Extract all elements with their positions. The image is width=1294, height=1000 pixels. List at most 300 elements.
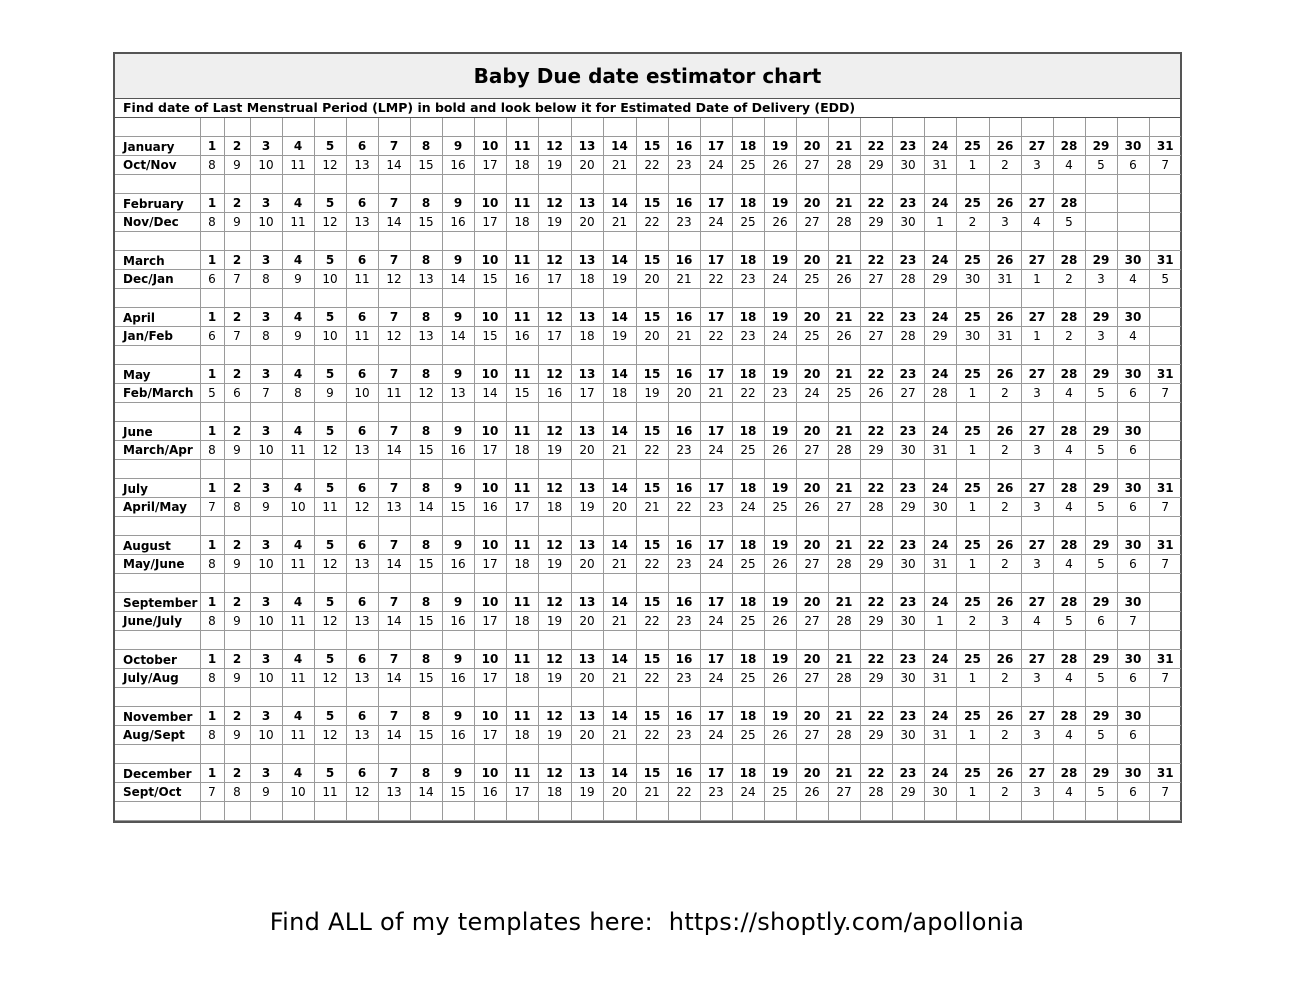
empty-cell	[346, 346, 378, 365]
lmp-day-cell: 20	[796, 137, 828, 156]
edd-day-cell: 26	[764, 612, 796, 631]
edd-day-cell: 14	[378, 156, 410, 175]
empty-cell	[1053, 802, 1085, 821]
edd-day-cell: 11	[314, 498, 346, 517]
empty-cell	[115, 802, 200, 821]
empty-cell	[442, 289, 474, 308]
edd-day-cell: 20	[636, 270, 668, 289]
empty-cell	[346, 175, 378, 194]
lmp-day-cell: 15	[636, 536, 668, 555]
lmp-month-label: May	[115, 365, 200, 384]
lmp-day-cell: 29	[1085, 251, 1117, 270]
empty-cell	[250, 802, 282, 821]
empty-cell	[538, 631, 571, 650]
lmp-day-cell: 19	[764, 764, 796, 783]
lmp-row	[115, 194, 1181, 213]
edd-day-cell: 27	[796, 441, 828, 460]
empty-cell	[989, 403, 1021, 422]
empty-cell	[796, 460, 828, 479]
empty-cell	[860, 631, 892, 650]
edd-day-cell: 7	[224, 270, 250, 289]
edd-day-cell: 22	[636, 726, 668, 745]
lmp-day-cell: 26	[989, 365, 1021, 384]
edd-day-cell: 4	[1117, 270, 1149, 289]
empty-cell	[732, 403, 764, 422]
empty-cell	[989, 175, 1021, 194]
lmp-day-cell: 8	[410, 764, 442, 783]
lmp-day-cell: 21	[828, 536, 860, 555]
empty-cell	[314, 175, 346, 194]
empty-cell	[924, 346, 956, 365]
edd-day-cell: 2	[1053, 270, 1085, 289]
empty-cell	[1053, 232, 1085, 251]
lmp-day-cell: 13	[571, 137, 603, 156]
empty-cell	[346, 688, 378, 707]
lmp-day-cell: 21	[828, 137, 860, 156]
edd-day-cell: 18	[506, 213, 538, 232]
empty-cell	[1021, 688, 1053, 707]
lmp-day-cell: 14	[603, 593, 636, 612]
lmp-day-cell: 5	[314, 536, 346, 555]
edd-day-cell: 28	[892, 327, 924, 346]
edd-day-cell: 23	[764, 384, 796, 403]
lmp-day-cell: 7	[378, 764, 410, 783]
lmp-day-cell: 16	[668, 194, 700, 213]
empty-cell	[200, 688, 224, 707]
lmp-day-cell: 11	[506, 479, 538, 498]
lmp-day-cell: 28	[1053, 308, 1085, 327]
edd-day-cell: 4	[1053, 384, 1085, 403]
edd-day-cell: 28	[828, 441, 860, 460]
lmp-day-cell: 9	[442, 764, 474, 783]
lmp-day-cell: 1	[200, 137, 224, 156]
empty-cell	[538, 460, 571, 479]
edd-day-cell: 9	[224, 213, 250, 232]
empty-cell	[668, 289, 700, 308]
empty-cell	[442, 346, 474, 365]
edd-day-cell: 31	[924, 726, 956, 745]
empty-cell	[506, 232, 538, 251]
lmp-day-cell: 11	[506, 137, 538, 156]
edd-day-cell: 3	[1021, 498, 1053, 517]
empty-cell	[410, 175, 442, 194]
lmp-day-cell: 30	[1117, 479, 1149, 498]
lmp-day-cell: 26	[989, 251, 1021, 270]
edd-day-cell: 22	[700, 270, 732, 289]
empty-cell	[115, 574, 200, 593]
empty-cell	[796, 346, 828, 365]
lmp-month-label: August	[115, 536, 200, 555]
empty-cell	[796, 574, 828, 593]
lmp-day-cell: 6	[346, 764, 378, 783]
empty-cell	[506, 574, 538, 593]
empty-cell	[796, 631, 828, 650]
lmp-day-cell: 5	[314, 764, 346, 783]
lmp-day-cell: 9	[442, 479, 474, 498]
empty-cell	[636, 688, 668, 707]
edd-day-cell: 26	[764, 441, 796, 460]
edd-day-cell: 30	[924, 498, 956, 517]
empty-cell	[282, 232, 314, 251]
edd-day-cell: 2	[956, 213, 989, 232]
empty-cell	[1085, 194, 1117, 213]
lmp-day-cell: 15	[636, 137, 668, 156]
edd-day-cell: 7	[1149, 555, 1181, 574]
empty-cell	[1117, 213, 1149, 232]
empty-cell	[956, 118, 989, 137]
edd-day-cell: 19	[603, 327, 636, 346]
edd-day-cell: 29	[924, 327, 956, 346]
lmp-day-cell: 8	[410, 593, 442, 612]
edd-day-cell: 15	[442, 783, 474, 802]
edd-day-cell: 31	[924, 441, 956, 460]
edd-day-cell: 28	[828, 555, 860, 574]
lmp-row	[115, 707, 1181, 726]
lmp-day-cell: 14	[603, 650, 636, 669]
lmp-day-cell: 16	[668, 536, 700, 555]
edd-day-cell: 18	[506, 726, 538, 745]
lmp-day-cell: 30	[1117, 251, 1149, 270]
empty-cell	[732, 631, 764, 650]
empty-cell	[828, 232, 860, 251]
empty-cell	[474, 232, 506, 251]
empty-cell	[314, 403, 346, 422]
edd-day-cell: 2	[989, 555, 1021, 574]
lmp-day-cell: 23	[892, 194, 924, 213]
edd-day-cell: 20	[571, 669, 603, 688]
empty-cell	[378, 745, 410, 764]
lmp-row	[115, 251, 1181, 270]
empty-cell	[442, 232, 474, 251]
lmp-day-cell: 6	[346, 251, 378, 270]
edd-day-cell: 28	[828, 213, 860, 232]
edd-day-cell: 22	[668, 498, 700, 517]
lmp-day-cell: 25	[956, 764, 989, 783]
lmp-day-cell: 29	[1085, 308, 1117, 327]
lmp-day-cell: 2	[224, 764, 250, 783]
lmp-day-cell: 25	[956, 593, 989, 612]
lmp-day-cell: 14	[603, 365, 636, 384]
empty-cell	[200, 118, 224, 137]
lmp-day-cell: 6	[346, 707, 378, 726]
lmp-day-cell: 6	[346, 365, 378, 384]
lmp-day-cell: 8	[410, 365, 442, 384]
empty-cell	[378, 232, 410, 251]
edd-day-cell: 11	[282, 726, 314, 745]
edd-day-cell: 4	[1053, 669, 1085, 688]
edd-day-cell: 11	[346, 270, 378, 289]
lmp-day-cell: 25	[956, 479, 989, 498]
empty-cell	[224, 745, 250, 764]
empty-cell	[700, 688, 732, 707]
empty-cell	[282, 688, 314, 707]
empty-cell	[314, 232, 346, 251]
edd-day-cell: 22	[636, 669, 668, 688]
empty-cell	[474, 517, 506, 536]
lmp-day-cell: 26	[989, 536, 1021, 555]
empty-cell	[1149, 707, 1181, 726]
lmp-day-cell: 10	[474, 251, 506, 270]
edd-day-cell: 27	[860, 327, 892, 346]
edd-day-cell: 28	[828, 612, 860, 631]
edd-day-cell: 27	[892, 384, 924, 403]
edd-day-cell: 15	[410, 726, 442, 745]
lmp-day-cell: 12	[538, 764, 571, 783]
lmp-day-cell: 12	[538, 308, 571, 327]
lmp-day-cell: 16	[668, 137, 700, 156]
edd-day-cell: 4	[1053, 783, 1085, 802]
empty-cell	[314, 745, 346, 764]
lmp-day-cell: 3	[250, 422, 282, 441]
edd-day-cell: 7	[1149, 669, 1181, 688]
lmp-day-cell: 1	[200, 650, 224, 669]
empty-cell	[250, 517, 282, 536]
lmp-day-cell: 25	[956, 536, 989, 555]
edd-day-cell: 3	[1021, 384, 1053, 403]
edd-day-cell: 1	[956, 498, 989, 517]
edd-day-cell: 22	[668, 783, 700, 802]
empty-cell	[860, 460, 892, 479]
empty-cell	[1021, 802, 1053, 821]
edd-month-label: Sept/Oct	[115, 783, 200, 802]
edd-day-cell: 4	[1053, 498, 1085, 517]
edd-day-cell: 10	[250, 213, 282, 232]
edd-day-cell: 27	[860, 270, 892, 289]
empty-cell	[636, 289, 668, 308]
lmp-day-cell: 1	[200, 365, 224, 384]
empty-cell	[892, 175, 924, 194]
lmp-day-cell: 4	[282, 536, 314, 555]
empty-cell	[1149, 593, 1181, 612]
edd-day-cell: 17	[474, 555, 506, 574]
empty-cell	[860, 403, 892, 422]
lmp-day-cell: 27	[1021, 422, 1053, 441]
empty-cell	[224, 574, 250, 593]
edd-day-cell: 13	[346, 441, 378, 460]
empty-cell	[224, 118, 250, 137]
empty-cell	[1053, 118, 1085, 137]
empty-cell	[538, 745, 571, 764]
edd-day-cell: 22	[636, 213, 668, 232]
edd-day-cell: 14	[410, 783, 442, 802]
empty-cell	[764, 403, 796, 422]
lmp-day-cell: 31	[1149, 137, 1181, 156]
lmp-day-cell: 8	[410, 479, 442, 498]
lmp-day-cell: 30	[1117, 365, 1149, 384]
edd-day-cell: 7	[1149, 384, 1181, 403]
edd-day-cell: 28	[860, 498, 892, 517]
edd-day-cell: 9	[282, 270, 314, 289]
lmp-month-label: December	[115, 764, 200, 783]
empty-cell	[1149, 289, 1181, 308]
edd-day-cell: 13	[442, 384, 474, 403]
edd-day-cell: 16	[442, 213, 474, 232]
edd-row	[115, 327, 1181, 346]
empty-cell	[250, 574, 282, 593]
empty-cell	[764, 346, 796, 365]
edd-day-cell: 24	[764, 270, 796, 289]
lmp-day-cell: 23	[892, 479, 924, 498]
empty-cell	[442, 688, 474, 707]
edd-month-label: June/July	[115, 612, 200, 631]
edd-day-cell: 2	[989, 669, 1021, 688]
empty-cell	[474, 631, 506, 650]
empty-cell	[1085, 346, 1117, 365]
edd-day-cell: 17	[474, 441, 506, 460]
lmp-day-cell: 7	[378, 365, 410, 384]
empty-cell	[314, 289, 346, 308]
empty-cell	[956, 175, 989, 194]
empty-cell	[1053, 574, 1085, 593]
empty-cell	[892, 745, 924, 764]
lmp-day-cell: 29	[1085, 593, 1117, 612]
lmp-day-cell: 2	[224, 365, 250, 384]
lmp-day-cell: 28	[1053, 422, 1085, 441]
empty-cell	[700, 289, 732, 308]
edd-day-cell: 20	[571, 441, 603, 460]
edd-day-cell: 15	[410, 441, 442, 460]
empty-cell	[200, 346, 224, 365]
edd-day-cell: 6	[1117, 669, 1149, 688]
empty-cell	[314, 631, 346, 650]
edd-day-cell: 26	[764, 669, 796, 688]
lmp-day-cell: 11	[506, 308, 538, 327]
empty-cell	[346, 745, 378, 764]
lmp-day-cell: 9	[442, 707, 474, 726]
edd-day-cell: 3	[1021, 726, 1053, 745]
edd-day-cell: 5	[1085, 555, 1117, 574]
empty-cell	[506, 403, 538, 422]
empty-cell	[1021, 631, 1053, 650]
edd-day-cell: 3	[1085, 327, 1117, 346]
lmp-day-cell: 22	[860, 593, 892, 612]
edd-day-cell: 13	[378, 498, 410, 517]
lmp-day-cell: 7	[378, 707, 410, 726]
empty-cell	[410, 688, 442, 707]
edd-day-cell: 1	[956, 669, 989, 688]
spacer-row	[115, 118, 1181, 137]
lmp-day-cell: 13	[571, 707, 603, 726]
empty-cell	[1149, 194, 1181, 213]
lmp-day-cell: 5	[314, 422, 346, 441]
empty-cell	[892, 460, 924, 479]
empty-cell	[1117, 194, 1149, 213]
spacer-row	[115, 232, 1181, 251]
edd-day-cell: 21	[603, 612, 636, 631]
empty-cell	[442, 802, 474, 821]
lmp-day-cell: 4	[282, 251, 314, 270]
edd-day-cell: 29	[860, 441, 892, 460]
lmp-row	[115, 536, 1181, 555]
lmp-day-cell: 9	[442, 308, 474, 327]
lmp-day-cell: 9	[442, 650, 474, 669]
empty-cell	[224, 802, 250, 821]
edd-day-cell: 6	[224, 384, 250, 403]
empty-cell	[732, 688, 764, 707]
edd-day-cell: 12	[346, 783, 378, 802]
edd-day-cell: 9	[224, 555, 250, 574]
empty-cell	[442, 574, 474, 593]
edd-day-cell: 2	[1053, 327, 1085, 346]
empty-cell	[200, 232, 224, 251]
edd-day-cell: 20	[571, 156, 603, 175]
edd-day-cell: 6	[1085, 612, 1117, 631]
edd-day-cell: 22	[636, 441, 668, 460]
empty-cell	[668, 403, 700, 422]
empty-cell	[828, 175, 860, 194]
empty-cell	[282, 574, 314, 593]
edd-day-cell: 11	[282, 156, 314, 175]
edd-day-cell: 9	[250, 783, 282, 802]
edd-day-cell: 2	[989, 726, 1021, 745]
empty-cell	[603, 517, 636, 536]
edd-day-cell: 12	[314, 726, 346, 745]
lmp-day-cell: 13	[571, 764, 603, 783]
empty-cell	[314, 574, 346, 593]
lmp-day-cell: 21	[828, 365, 860, 384]
empty-cell	[603, 118, 636, 137]
edd-day-cell: 3	[1021, 555, 1053, 574]
empty-cell	[250, 403, 282, 422]
empty-cell	[474, 289, 506, 308]
lmp-row	[115, 308, 1181, 327]
lmp-day-cell: 12	[538, 479, 571, 498]
lmp-day-cell: 24	[924, 593, 956, 612]
due-date-chart-sheet	[113, 52, 1182, 823]
edd-day-cell: 19	[603, 270, 636, 289]
edd-day-cell: 10	[314, 270, 346, 289]
empty-cell	[314, 517, 346, 536]
empty-cell	[764, 175, 796, 194]
edd-day-cell: 7	[1149, 498, 1181, 517]
edd-day-cell: 23	[668, 156, 700, 175]
empty-cell	[860, 289, 892, 308]
edd-day-cell: 31	[989, 327, 1021, 346]
empty-cell	[571, 289, 603, 308]
empty-cell	[1085, 517, 1117, 536]
lmp-day-cell: 29	[1085, 764, 1117, 783]
empty-cell	[1085, 460, 1117, 479]
empty-cell	[892, 574, 924, 593]
empty-cell	[115, 346, 200, 365]
empty-cell	[636, 403, 668, 422]
empty-cell	[860, 574, 892, 593]
empty-cell	[1149, 631, 1181, 650]
empty-cell	[796, 403, 828, 422]
lmp-row	[115, 365, 1181, 384]
lmp-day-cell: 14	[603, 764, 636, 783]
edd-day-cell: 4	[1053, 726, 1085, 745]
lmp-day-cell: 8	[410, 707, 442, 726]
empty-cell	[378, 403, 410, 422]
empty-cell	[860, 802, 892, 821]
empty-cell	[410, 745, 442, 764]
empty-cell	[1149, 422, 1181, 441]
edd-day-cell: 27	[796, 213, 828, 232]
edd-day-cell: 5	[1085, 498, 1117, 517]
edd-day-cell: 23	[668, 612, 700, 631]
lmp-day-cell: 15	[636, 650, 668, 669]
lmp-day-cell: 21	[828, 764, 860, 783]
lmp-day-cell: 7	[378, 650, 410, 669]
edd-day-cell: 24	[700, 213, 732, 232]
lmp-day-cell: 30	[1117, 650, 1149, 669]
lmp-day-cell: 8	[410, 536, 442, 555]
empty-cell	[924, 688, 956, 707]
lmp-day-cell: 29	[1085, 422, 1117, 441]
lmp-day-cell: 6	[346, 650, 378, 669]
lmp-day-cell: 22	[860, 707, 892, 726]
